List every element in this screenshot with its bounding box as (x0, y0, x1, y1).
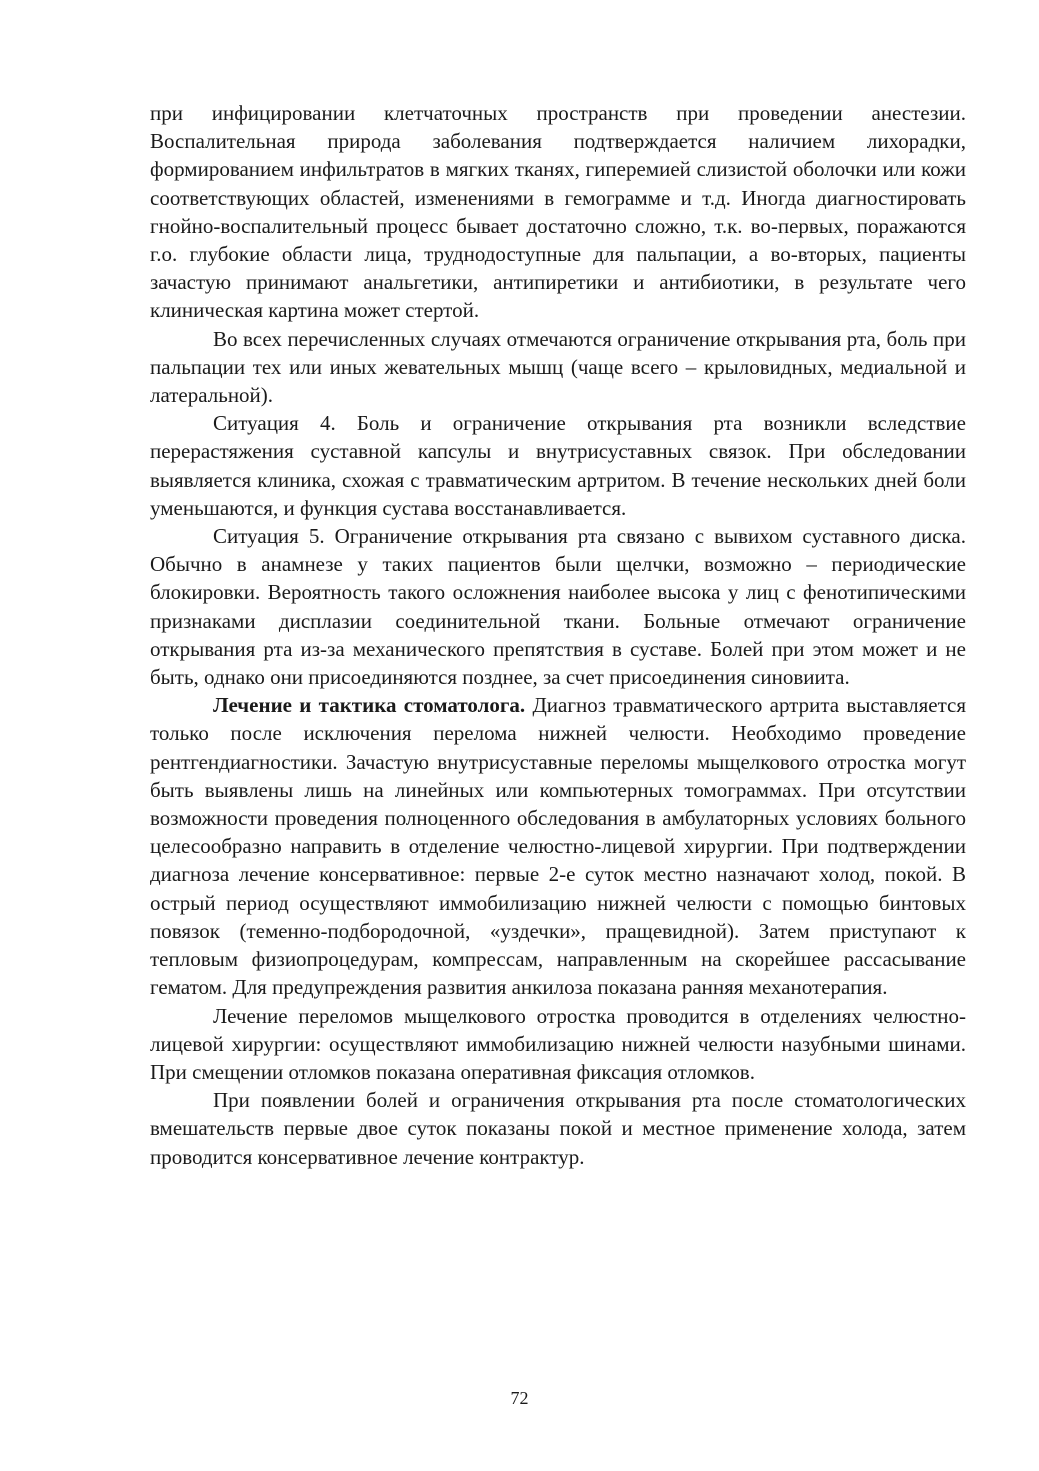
paragraph-fracture-treatment (150, 1002, 966, 1087)
paragraph-treatment (150, 691, 966, 1001)
page-number: 72 (510, 1388, 529, 1408)
paragraph-post-dental (150, 1086, 966, 1171)
paragraph-treatment-text: Диагноз травматического артрита выставляется только после исключения перелома нижней челюсти. Необходимо проведение рентгендиагностики. Зачастую внутрисуставные переломы мыщелкового отростка могут быть выявлены лишь на линейных или компьютерных томограммах. При отсутствии возможности проведения полноценного обследования в амбулаторных условиях больного целесообразно направить в отделение челюстно-лицевой хирургии. При подтверждении диагноза лечение консервативное: первые 2-е суток местно назначают холод, покой. В острый период осуществляют иммобилизацию нижней челюсти с помощью бинтовых повязок (теменно-подбородочной, «уздечки», пращевидной). Затем приступают к тепловым физиопроцедурам, компрессам, направленным на скорейшее рассасывание гематом. Для предупреждения развития анкилоза показана ранняя механотерапия. (150, 693, 966, 1000)
paragraph-2-text: Во всех перечисленных случаях отмечаются ограничение открывания рта, боль при пальпации тех или иных жевательных мышц (чаще всего – крыловидных, медиальной и латеральной). (150, 326, 966, 408)
paragraph-fracture-treatment-text: Лечение переломов мыщелкового отростка проводится в отделениях челюстно-лицевой хирургии: осуществляют иммобилизацию нижней челюсти назубными шинами. При смещении отломков показана оперативная фиксация отломков. (150, 1003, 966, 1084)
page-body (150, 99, 966, 1171)
paragraph-situation-4-text: Ситуация 4. Боль и ограничение открывания рта возникли вследствие перерастяжения суставной капсулы и внутрисуставных связок. При обследовании выявляется клиника, схожая с травматическим артритом. В течение нескольких дней боли уменьшаются, и функция сустава восстанавливается. (150, 411, 966, 520)
paragraph-1-text: при инфицировании клетчаточных пространств при проведении анестезии. Воспалительная природа заболевания подтверждается наличием лихорадки, формированием инфильтратов в мягких тканях, гиперемией слизистой оболочки или кожи соответствующих областей, изменениями в гемограмме и т.д. Иногда диагностировать гнойно-воспалительный процесс бывает достаточно сложно, т.к. во-первых, поражаются г.о. глубокие области лица, труднодоступные для пальпации, а во-вторых, пациенты зачастую принимают анальгетики, антипиретики и антибиотики, в результате чего клиническая картина может стертой. (150, 101, 966, 323)
paragraph-situation-5 (150, 522, 966, 691)
paragraph-situation-5-text: Ситуация 5. Ограничение открывания рта связано с вывихом суставного диска. Обычно в анамнезе у таких пациентов были щелчки, возможно – периодические блокировки. Вероятность такого осложнения наиболее высока у лиц с фенотипическими признаками дисплазии соединительной ткани. Больные отмечают ограничение открывания рта из-за механического препятствия в суставе. Болей при этом может и не быть, однако они присоединяются позднее, за счет присоединения синовиита. (150, 524, 966, 690)
paragraph-1 (150, 99, 966, 325)
treatment-heading: Лечение и тактика стоматолога. (213, 693, 526, 718)
paragraph-2 (150, 325, 966, 410)
paragraph-post-dental-text: При появлении болей и ограничения открывания рта после стоматологических вмешательств первые двое суток показаны покой и местное применение холода, затем проводится консервативное лечение контрактур. (150, 1088, 966, 1169)
paragraph-situation-4 (150, 409, 966, 522)
